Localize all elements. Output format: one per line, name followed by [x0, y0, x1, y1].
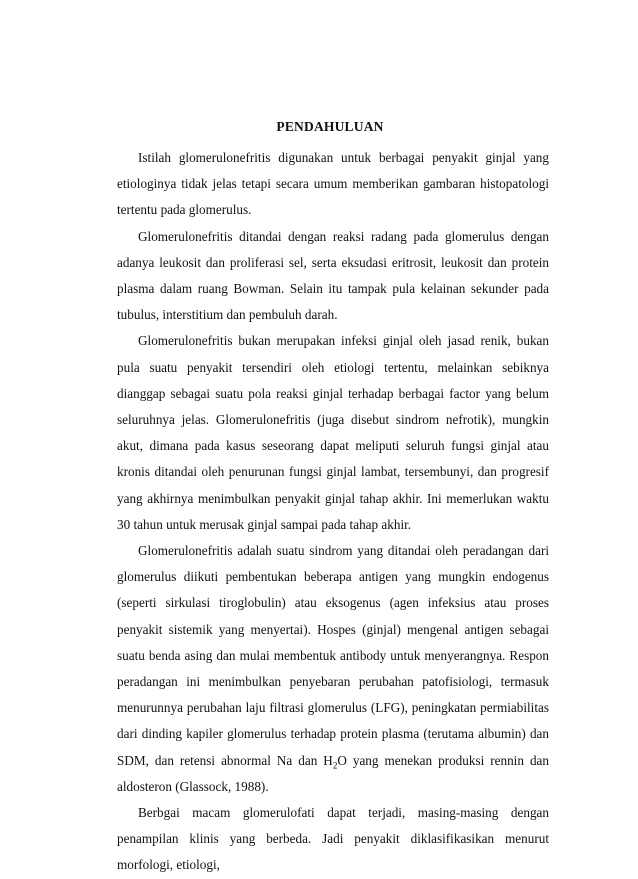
page-title: PENDAHULUAN: [276, 119, 384, 134]
paragraph-2: Glomerulonefritis ditandai dengan reaksi radang pada glomerulus dengan adanya leukosit dan proliferasi sel, serta eksudasi eritrosit, leukosit dan protein plasma dalam ruang Bowman. Selain itu tampak pula kelainan sekunder pada tubulus, interstitium dan pembuluh darah.: [117, 228, 549, 323]
paragraph-5: Berbgai macam glomerulofati dapat terjadi, masing-masing dengan penampilan klinis yang berbeda. Jadi penyakit diklasifikasikan menurut morfologi, etiologi,: [117, 805, 549, 873]
paragraph-4-text: Glomerulonefritis adalah suatu sindrom yang ditandai oleh peradangan dari glomerulus diikuti pembentukan beberapa antigen yang mungkin endogenus (seperti sirkulasi tiroglobulin) atau eksogenus (agen infeksius atau proses penyakit sistemik yang menyertai). Hospes (ginjal) mengenal antigen sebagai suatu benda asing dan mulai membentuk antibody untuk menyerangnya. Respon peradangan ini menimbulkan penyebaran perubahan patofisiologi, termasuk menurunnya perubahan laju filtrasi glomerulus (LFG), peningkatan permiabilitas dari dinding kapiler glomerulus terhadap protein plasma (terutama albumin) dan SDM, dan retensi abnormal Na dan H: [117, 543, 549, 768]
paragraph-1: Istilah glomerulonefritis digunakan untuk berbagai penyakit ginjal yang etiologinya tidak jelas tetapi secara umum memberikan gambaran histopatologi tertentu pada glomerulus.: [117, 150, 549, 218]
paragraph-4: [117, 538, 549, 800]
paragraph-3: Glomerulonefritis bukan merupakan infeksi ginjal oleh jasad renik, bukan pula suatu penyakit tersendiri oleh etiologi tertentu, melainkan sebiknya dianggap sebagai suatu pola reaksi ginjal terhadap berbagai factor yang belum seluruhnya jelas. Glomerulonefritis (juga disebut sindrom nefrotik), mungkin akut, dimana pada kasus seseorang dapat meliputi seluruh fungsi ginjal atau kronis ditandai oleh penurunan fungsi ginjal lambat, tersembunyi, dan progresif yang akhirnya menimbulkan penyakit ginjal tahap akhir. Ini memerlukan waktu 30 tahun untuk merusak ginjal sampai pada tahap akhir.: [117, 333, 549, 532]
paragraph-4-text-end: O yang menekan produksi rennin dan aldosteron (Glassock, 1988).: [117, 752, 549, 794]
subscript-2: 2: [332, 760, 338, 771]
document-body: [117, 145, 549, 879]
